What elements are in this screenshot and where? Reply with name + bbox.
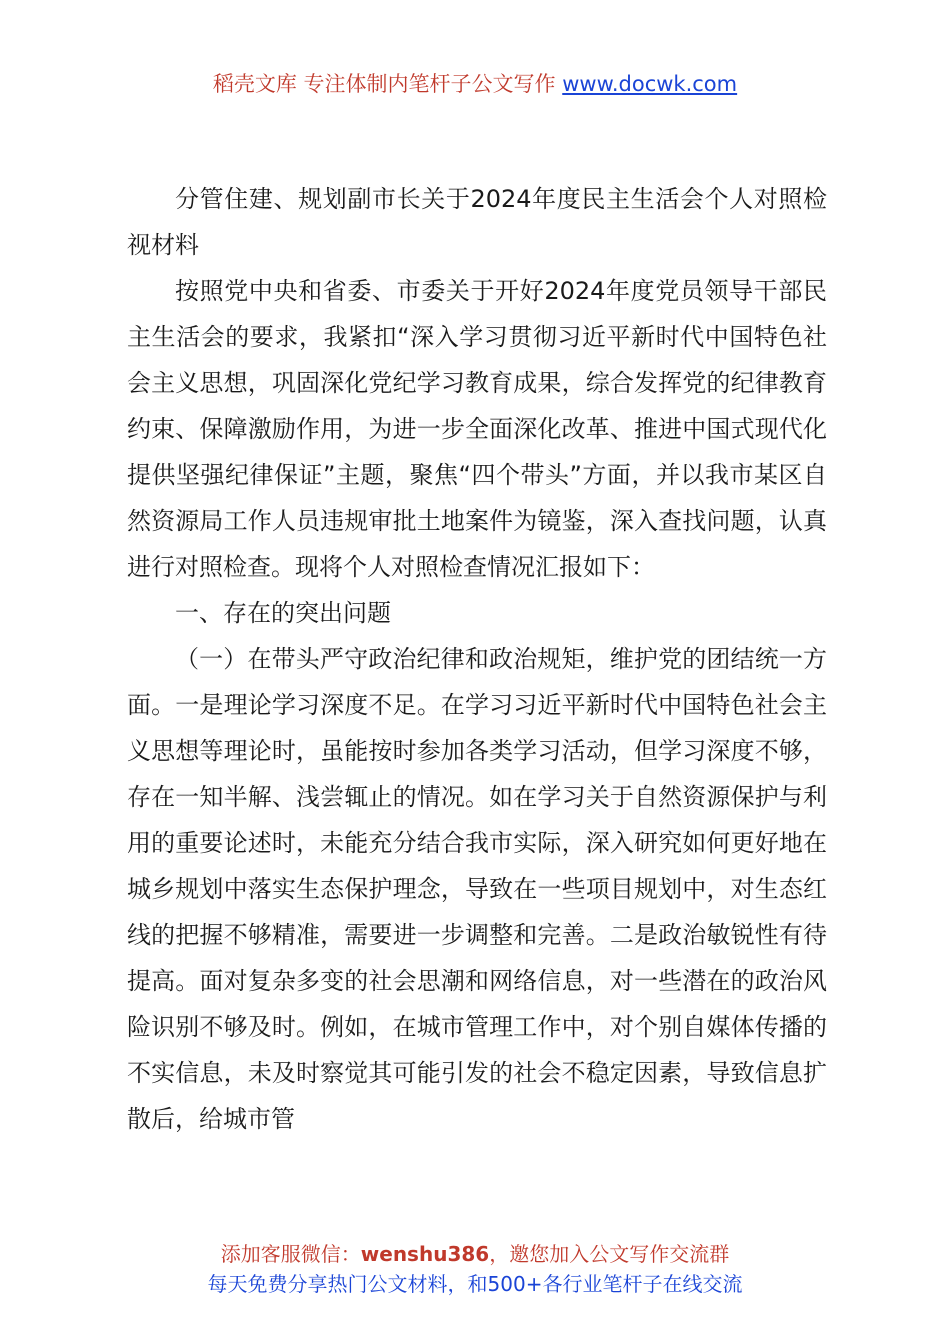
footer-contact-line xyxy=(0,1239,950,1269)
footer-contact-suffix: ，邀您加入公文写作交流群 xyxy=(489,1242,730,1266)
header-url-link[interactable]: www.docwk.com xyxy=(562,72,738,96)
wechat-id: wenshu386 xyxy=(360,1242,490,1266)
header-brand: 稻壳文库 专注体制内笔杆子公文写作 xyxy=(212,72,556,96)
intro-paragraph: 按照党中央和省委、市委关于开好2024年度党员领导干部民主生活会的要求，我紧扣“深入学习贯彻习近平新时代中国特色社会主义思想，巩固深化党纪学习教育成果，综合发挥党的纪律教育约束、保障激励作用，为进一步全面深化改革、推进中国式现代化提供坚强纪律保证”主题，聚焦“四个带头”方面，并以我市某区自然资源局工作人员违规审批土地案件为镜鉴，深入查找问题，认真进行对照检查。现将个人对照检查情况汇报如下： xyxy=(127,277,827,581)
footer-promo-line: 每天免费分享热门公文材料，和500+各行业笔杆子在线交流 xyxy=(207,1272,743,1296)
page-header xyxy=(0,70,950,98)
section-heading: 一、存在的突出问题 xyxy=(175,599,391,627)
body-paragraph: （一）在带头严守政治纪律和政治规矩，维护党的团结统一方面。一是理论学习深度不足。在学习习近平新时代中国特色社会主义思想等理论时，虽能按时参加各类学习活动，但学习深度不够，存在一知半解、浅尝辄止的情况。如在学习关于自然资源保护与利用的重要论述时，未能充分结合我市实际，深入研究如何更好地在城乡规划中落实生态保护理念，导致在一些项目规划中，对生态红线的把握不够精准，需要进一步调整和完善。二是政治敏锐性有待提高。面对复杂多变的社会思潮和网络信息，对一些潜在的政治风险识别不够及时。例如，在城市管理工作中，对个别自媒体传播的不实信息，未及时察觉其可能引发的社会不稳定因素，导致信息扩散后，给城市管 xyxy=(127,645,827,1133)
document-body xyxy=(127,176,827,1142)
page-footer xyxy=(0,1239,950,1299)
document-title: 分管住建、规划副市长关于2024年度民主生活会个人对照检视材料 xyxy=(127,185,827,259)
footer-contact-prefix: 添加客服微信： xyxy=(220,1242,361,1266)
